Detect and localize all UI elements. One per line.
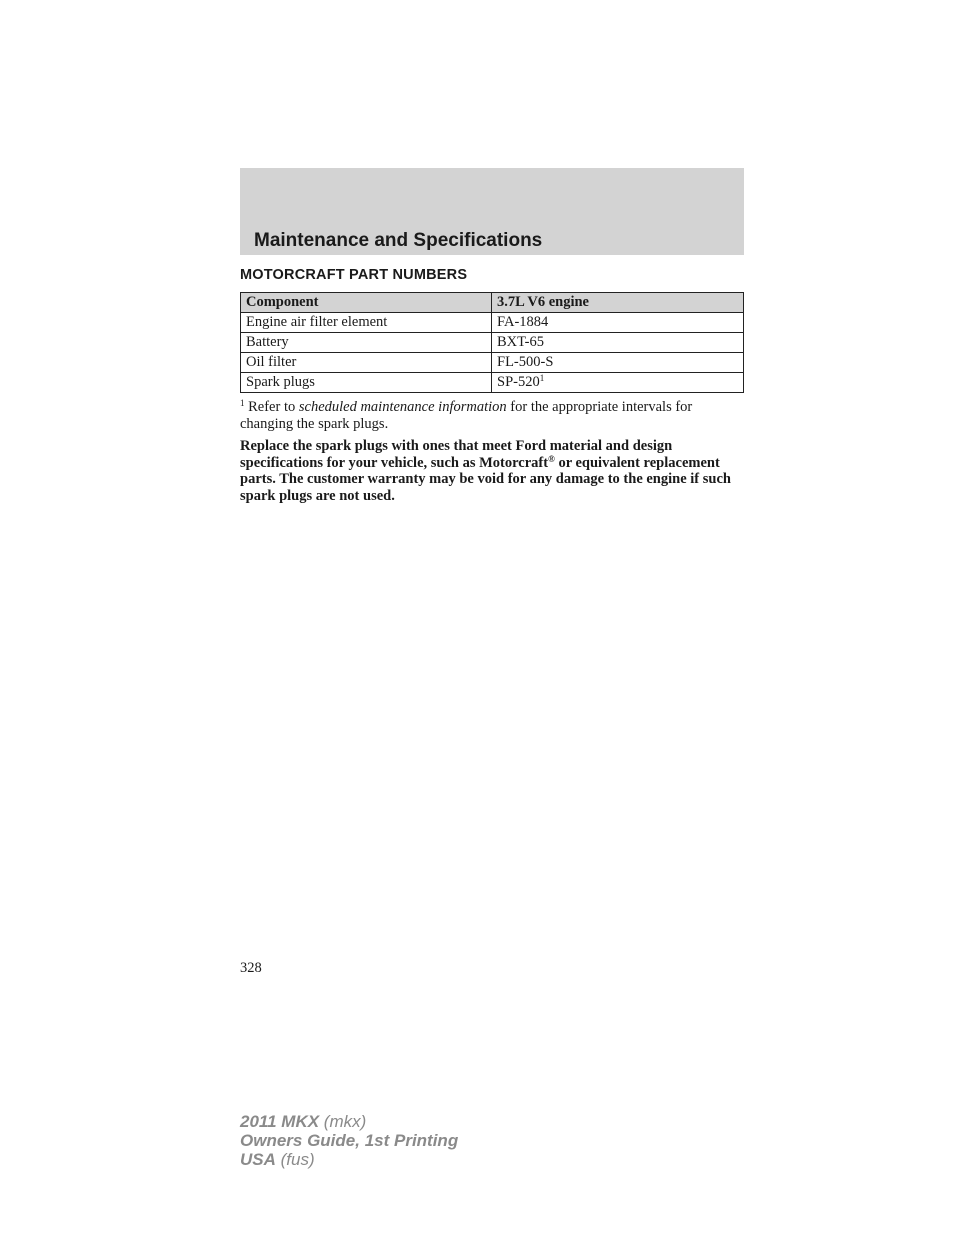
header-engine: 3.7L V6 engine bbox=[492, 293, 744, 313]
footnote-text-after: for the appropriate intervals for changing the spark plugs. bbox=[240, 399, 693, 432]
header-component: Component bbox=[241, 293, 492, 313]
cell-component: Spark plugs bbox=[241, 373, 492, 393]
footnote bbox=[240, 399, 744, 433]
registered-mark: ® bbox=[548, 453, 555, 464]
footer-line-3 bbox=[240, 1150, 458, 1169]
cell-part-number: BXT-65 bbox=[492, 333, 744, 353]
footer-market: USA bbox=[240, 1150, 276, 1169]
footer-line-1 bbox=[240, 1112, 458, 1131]
footer-model-code: (mkx) bbox=[319, 1112, 367, 1131]
footer bbox=[240, 1112, 458, 1169]
cell-part-number bbox=[492, 373, 744, 393]
parts-table bbox=[240, 292, 744, 393]
warning-text-before: Replace the spark plugs with ones that meet Ford material and design specifications for your vehicle, such as Motorcraft bbox=[240, 438, 673, 471]
cell-component: Battery bbox=[241, 333, 492, 353]
cell-component: Engine air filter element bbox=[241, 313, 492, 333]
table-row bbox=[241, 313, 744, 333]
page-number: 328 bbox=[240, 960, 262, 976]
footnote-text-before: Refer to bbox=[244, 399, 299, 415]
cell-part-number: FA-1884 bbox=[492, 313, 744, 333]
table-row bbox=[241, 353, 744, 373]
cell-part-number: FL-500-S bbox=[492, 353, 744, 373]
table-row bbox=[241, 333, 744, 353]
part-number-text: SP-520 bbox=[497, 374, 540, 390]
footnote-marker: 1 bbox=[539, 373, 545, 383]
section-title: Maintenance and Specifications bbox=[254, 230, 543, 251]
footer-line-2: Owners Guide, 1st Printing bbox=[240, 1131, 459, 1150]
cell-component: Oil filter bbox=[241, 353, 492, 373]
subheading: MOTORCRAFT PART NUMBERS bbox=[240, 267, 468, 283]
footnote-reference: scheduled maintenance information bbox=[298, 399, 507, 415]
warning-text-after: or equivalent replacement parts. The customer warranty may be void for any damage to the engine if such spark plugs are not used. bbox=[240, 454, 731, 504]
section-header bbox=[240, 168, 744, 255]
warning-paragraph bbox=[240, 438, 744, 504]
table-header-row bbox=[241, 293, 744, 313]
footer-market-code: (fus) bbox=[275, 1150, 315, 1169]
footnote-number: 1 bbox=[240, 398, 245, 408]
table-row bbox=[241, 373, 744, 393]
footer-model: 2011 MKX bbox=[240, 1112, 320, 1131]
